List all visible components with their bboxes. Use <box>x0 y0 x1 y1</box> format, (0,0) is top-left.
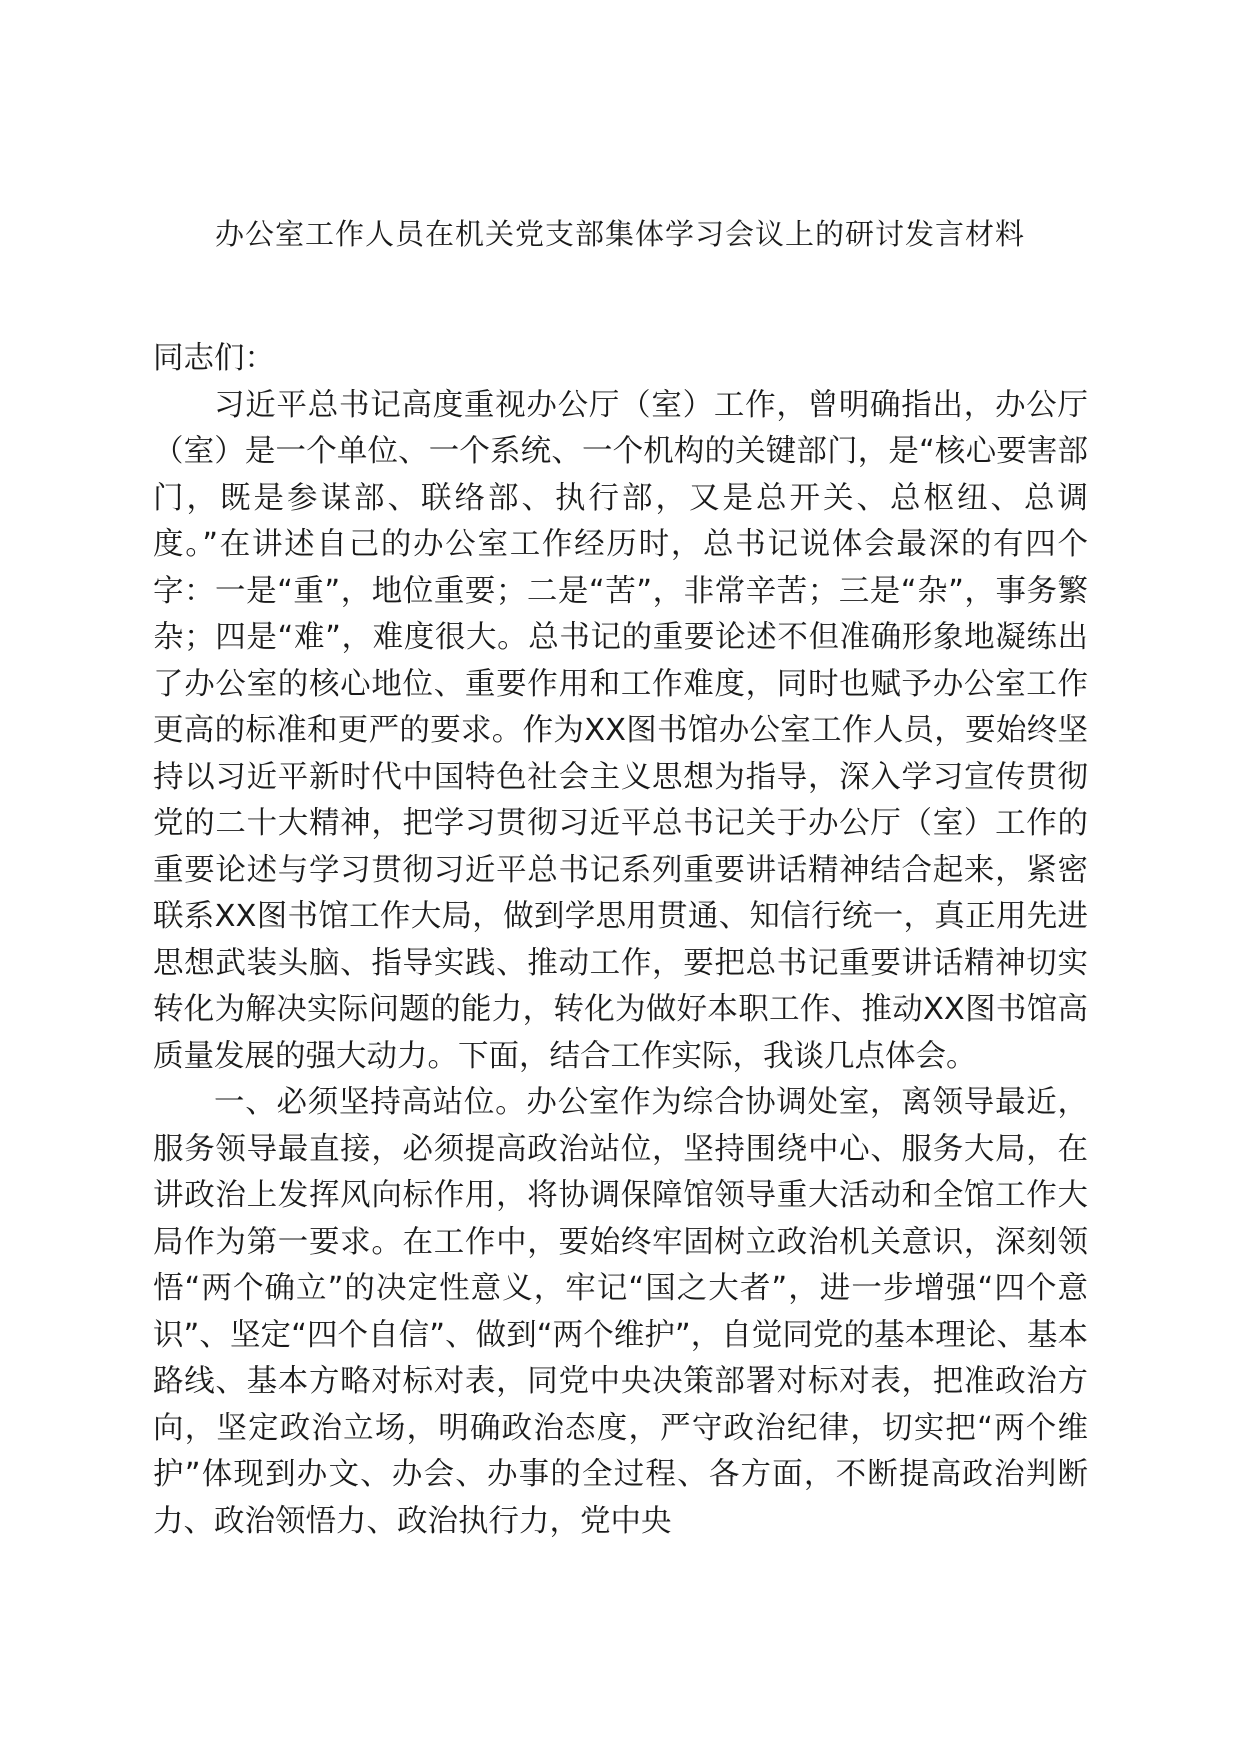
document-body <box>153 336 1088 1545</box>
paragraph-point-one: 一、必须坚持高站位。办公室作为综合协调处室，离领导最近，服务领导最直接，必须提高政治站位，坚持围绕中心、服务大局，在讲政治上发挥风向标作用，将协调保障馆领导重大活动和全馆工作大局作为第一要求。在工作中，要始终牢固树立政治机关意识，深刻领悟“两个确立”的决定性意义，牢记“国之大者”，进一步增强“四个意识”、坚定“四个自信”、做到“两个维护”，自觉同党的基本理论、基本路线、基本方略对标对表，同党中央决策部署对标对表，把准政治方向，坚定政治立场，明确政治态度，严守政治纪律，切实把“两个维护”体现到办文、办会、办事的全过程、各方面，不断提高政治判断力、政治领悟力、政治执行力，党中央 <box>153 1085 1088 1539</box>
document-title: 办公室工作人员在机关党支部集体学习会议上的研讨发言材料 <box>214 217 1025 251</box>
paragraph-intro: 习近平总书记高度重视办公厅（室）工作，曾明确指出，办公厅（室）是一个单位、一个系统、一个机构的关键部门，是“核心要害部门，既是参谋部、联络部、执行部，又是总开关、总枢纽、总调度。”在讲述自己的办公室工作经历时，总书记说体会最深的有四个字：一是“重”，地位重要；二是“苦”，非常辛苦；三是“杂”，事务繁杂；四是“难”，难度很大。总书记的重要论述不但准确形象地凝练出了办公室的核心地位、重要作用和工作难度，同时也赋予办公室工作更高的标准和更严的要求。作为XX图书馆办公室工作人员，要始终坚持以习近平新时代中国特色社会主义思想为指导，深入学习宣传贯彻党的二十大精神，把学习贯彻习近平总书记关于办公厅（室）工作的重要论述与学习贯彻习近平总书记系列重要讲话精神结合起来，紧密联系XX图书馆工作大局，做到学思用贯通、知信行统一，真正用先进思想武装头脑、指导实践、推动工作，要把总书记重要讲话精神切实转化为解决实际问题的能力，转化为做好本职工作、推动XX图书馆高质量发展的强大动力。下面，结合工作实际，我谈几点体会。 <box>153 387 1088 1074</box>
salutation: 同志们： <box>153 341 275 376</box>
